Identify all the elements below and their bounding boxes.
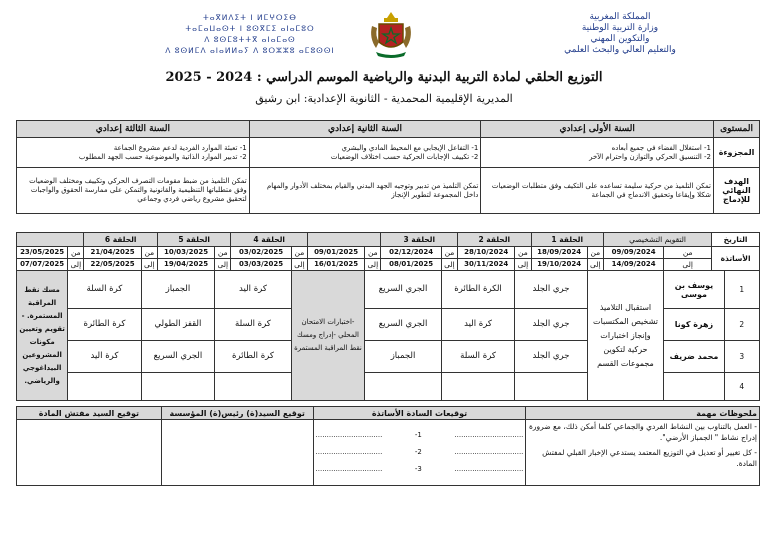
final-from: 23/05/2025 xyxy=(17,247,68,259)
exam-description: -اختبارات الامتحان المحلي -إدراج ومسك نقط المراقبة المستمرة xyxy=(291,271,364,401)
teacher-name xyxy=(664,373,724,401)
cycle-6-from: 21/04/2025 xyxy=(84,247,141,259)
exam-from: 09/01/2025 xyxy=(308,247,365,259)
moroccan-coat-of-arms-icon xyxy=(366,8,416,60)
teacher-name: محمد ضريف xyxy=(664,341,724,373)
final-period-label xyxy=(17,233,84,247)
signature-dots: ............................... xyxy=(454,465,524,473)
final-description: مسك نقط المراقبة المستمرة. - تقويم وتعيين مكونات المشروعين البيداغوجي والرياضي. xyxy=(17,271,68,401)
cycle-3-from: 02/12/2024 xyxy=(381,247,441,259)
tifinagh-line: ⵜⴰⵎⴰⵡⴰⵙⵜ ⵏ ⵓⵙⴳⵎⵉ ⴰⵏⴰⵎⵓⵔ xyxy=(185,24,315,33)
page-subtitle: المديرية الإقليمية المحمدية - الثانوية الإعدادية: ابن رشيق xyxy=(255,92,513,105)
year-2-header: السنة الثانية إعدادي xyxy=(249,121,481,138)
cycle-4-to: 03/03/2025 xyxy=(231,259,291,271)
year-3-groups xyxy=(17,138,250,168)
teacher-3-cycle-1: جري الجلد xyxy=(515,341,587,373)
signature-dots: ............................... xyxy=(454,431,524,439)
signature-dots: .............................. xyxy=(315,448,383,456)
tifinagh-line: ⴷ ⵓⵙⵍⵎⴷ ⴰⵏⴰⵍⵍⴰⵢ ⴷ ⵓⵔⵣⵣⵓ ⴰⵎⵓⵙⵙⵏ xyxy=(165,46,335,55)
teacher-1-cycle-3: الجري السريع xyxy=(365,271,442,309)
cycle-1-to: 19/10/2024 xyxy=(531,259,587,271)
teacher-4-cycle-3 xyxy=(365,373,442,401)
cycle-5-from: 10/03/2025 xyxy=(157,247,214,259)
cycle-5-label: الحلقة 5 xyxy=(157,233,230,247)
to-label: إلى xyxy=(291,259,307,271)
year-3-goal: تمكن التلميذ من ضبط مقومات التصرف الحركي وتكييف ومختلف الوضعيات وفق متطلباتها التنظيمية والقانونية والتمكن على ممارسة الحقوق والواجبات لتحقيق مشروع رياضي فردي وجماعي xyxy=(17,168,250,214)
diag-label: التقويم التشخيصي xyxy=(603,233,711,247)
year-2-goal: تمكن التلميذ من تدبير وتوجيه الجهد البدني والقيام بمختلف الأدوار والمهام داخل المجموعة لتطوير الإنجاز xyxy=(249,168,481,214)
group-item: 2- تكييف الإجابات الحركية حسب اختلاف الوضعيات xyxy=(330,152,479,161)
teacher-name: زهرة كونا xyxy=(664,309,724,341)
group-item: 1- تعبئة الموارد الفردية لدعم مشروع الجماعة xyxy=(113,143,247,152)
to-label: إلى xyxy=(587,259,603,271)
from-label: من xyxy=(365,247,381,259)
teacher-4-cycle-6 xyxy=(68,373,141,401)
cycle-3-label: الحلقة 3 xyxy=(381,233,458,247)
year-1-goal: تمكن التلميذ من حركية سليمة تساعده على التكيف وفق متطلبات الوضعيات شكلا وإيقاعا وتحقيق الاندماج في الجماعة xyxy=(481,168,714,214)
tifinagh-line: ⵜⴰⴳⵍⴷⵉⵜ ⵏ ⵍⵎⵖⵔⵉⴱ xyxy=(203,13,297,22)
to-label: إلى xyxy=(215,259,231,271)
schedule-table xyxy=(16,232,760,401)
cycle-2-to: 30/11/2024 xyxy=(458,259,515,271)
teacher-4-cycle-2 xyxy=(441,373,514,401)
diag-to: 14/09/2024 xyxy=(603,259,663,271)
page-title: التوزيع الحلقي لمادة التربية البدنية والرياضية الموسم الدراسي : 2024 - 2025 xyxy=(165,70,603,85)
from-label: من xyxy=(664,247,712,259)
from-label: من xyxy=(68,247,84,259)
teachers-label: الأساتذة xyxy=(712,247,760,271)
diag-description: استقبال التلاميذ تشخيص المكتسبات وإنجاز اختبارات حركية لتكوين مجموعات القسم xyxy=(587,271,664,401)
signature-dots: .............................. xyxy=(315,431,383,439)
group-label: المجزوءة xyxy=(714,138,760,168)
cycle-4-label: الحلقة 4 xyxy=(231,233,308,247)
from-label: من xyxy=(291,247,307,259)
teacher-1-cycle-1: جري الجلد xyxy=(515,271,587,309)
final-to: 07/07/2025 xyxy=(17,259,68,271)
arabic-header xyxy=(545,12,695,56)
from-label: من xyxy=(215,247,231,259)
year-1-groups xyxy=(481,138,714,168)
cycle-1-from: 18/09/2024 xyxy=(531,247,587,259)
date-label: التاريخ xyxy=(712,233,760,247)
teacher-number: 3 xyxy=(724,341,759,373)
teacher-4-cycle-1 xyxy=(515,373,587,401)
to-label: إلى xyxy=(515,259,531,271)
teacher-4-cycle-4 xyxy=(215,373,292,401)
inspector-signature-title: توقيع السيد مفتش المادة xyxy=(17,407,162,420)
cycle-2-from: 28/10/2024 xyxy=(458,247,515,259)
cycle-6-label: الحلقة 6 xyxy=(84,233,157,247)
to-label: إلى xyxy=(141,259,157,271)
teacher-2-cycle-2: كرة اليد xyxy=(441,309,514,341)
teacher-3-cycle-3: الجمباز xyxy=(365,341,442,373)
arabic-header-line: والتعليم العالي والبحث العلمي xyxy=(564,45,676,55)
teacher-2-cycle-4: كرة السلة xyxy=(215,309,292,341)
from-label: من xyxy=(441,247,457,259)
cycle-3-to: 08/01/2025 xyxy=(381,259,441,271)
to-label: إلى xyxy=(68,259,84,271)
teachers-signature-title: توقيعات السادة الأساتذة xyxy=(313,407,526,420)
arabic-header-line: وزارة التربية الوطنية xyxy=(581,23,659,33)
teacher-2-cycle-6: كرة الطائرة xyxy=(68,309,141,341)
director-signature-title: توقيع السيد(ة) رئيس(ة) المؤسسة xyxy=(161,407,313,420)
teacher-1-cycle-4: كرة اليد xyxy=(215,271,292,309)
teacher-2-cycle-3: الجري السريع xyxy=(365,309,442,341)
tifinagh-header xyxy=(140,12,360,56)
group-item: 2- التنسيق الحركي والتوازن واحترام الآخر xyxy=(589,152,712,161)
arabic-header-line: والتكوين المهني xyxy=(590,34,650,44)
teacher-4-cycle-5 xyxy=(141,373,214,401)
cycle-6-to: 22/05/2025 xyxy=(84,259,141,271)
exam-period-label xyxy=(308,233,381,247)
signature-line: -1 xyxy=(414,431,422,439)
goal-label: الهدف النهائي للإدماج xyxy=(714,168,760,214)
notes-title: ملحوظات مهمة xyxy=(526,407,760,420)
teacher-3-cycle-2: كرة السلة xyxy=(441,341,514,373)
to-label: إلى xyxy=(441,259,457,271)
footer-table xyxy=(16,406,760,486)
teacher-1-cycle-2: الكرة الطائرة xyxy=(441,271,514,309)
tifinagh-line: ⴷ ⵓⵙⵎⵓⵜⵜⴳ ⴰⵏⴰⵎⴰⵙ xyxy=(204,35,296,44)
diag-from: 09/09/2024 xyxy=(603,247,663,259)
director-signature-area xyxy=(161,420,313,486)
arabic-header-line: المملكة المغربية xyxy=(589,12,651,22)
from-label: من xyxy=(141,247,157,259)
note-item: - العمل بالتناوب بين النشاط الفردي والجماعي كلما أمكن ذلك، مع ضرورة إدراج نشاط " الجمباز الأرضي". xyxy=(528,422,757,442)
year-2-groups xyxy=(249,138,481,168)
teachers-signature-area xyxy=(313,420,526,486)
signature-dots: ............................... xyxy=(454,448,524,456)
teacher-number: 4 xyxy=(724,373,759,401)
teacher-number: 1 xyxy=(724,271,759,309)
notes-body xyxy=(526,420,760,486)
group-item: 2- تدبير الموارد الذاتية والموضوعية حسب الجهد المطلوب xyxy=(78,152,247,161)
teacher-name: يوسف بن موسى xyxy=(664,271,724,309)
teacher-1-cycle-6: كرة السلة xyxy=(68,271,141,309)
level-header: المستوى xyxy=(714,121,760,138)
teacher-number: 2 xyxy=(724,309,759,341)
teacher-2-cycle-1: جري الجلد xyxy=(515,309,587,341)
teacher-3-cycle-5: الجري السريع xyxy=(141,341,214,373)
note-item: - كل تغيير أو تعديل في التوزيع المعتمد يستدعي الإخبار القبلي لمفتش المادة. xyxy=(542,448,757,468)
group-item: 1- التفاعل الإيجابي مع المحيط المادي والبشري xyxy=(341,143,479,152)
inspector-signature-area xyxy=(17,420,162,486)
from-label: من xyxy=(515,247,531,259)
cycle-5-to: 19/04/2025 xyxy=(157,259,214,271)
cycle-2-label: الحلقة 2 xyxy=(458,233,531,247)
teacher-3-cycle-4: كرة الطائرة xyxy=(215,341,292,373)
to-label: إلى xyxy=(664,259,712,271)
group-item: 1- استغلال الفضاء في جميع أبعاده xyxy=(611,143,712,152)
cycle-4-from: 03/02/2025 xyxy=(231,247,291,259)
signature-line: -3 xyxy=(414,465,422,473)
year-3-header: السنة الثالثة إعدادي xyxy=(17,121,250,138)
from-label: من xyxy=(587,247,603,259)
exam-to: 16/01/2025 xyxy=(308,259,365,271)
year-1-header: السنة الأولى إعدادي xyxy=(481,121,714,138)
levels-table xyxy=(16,120,760,214)
teacher-2-cycle-5: القفز الطولي xyxy=(141,309,214,341)
cycle-1-label: الحلقة 1 xyxy=(531,233,603,247)
signature-dots: .............................. xyxy=(315,465,383,473)
teacher-3-cycle-6: كرة اليد xyxy=(68,341,141,373)
teacher-1-cycle-5: الجمباز xyxy=(141,271,214,309)
to-label: إلى xyxy=(365,259,381,271)
signature-line: -2 xyxy=(414,448,422,456)
